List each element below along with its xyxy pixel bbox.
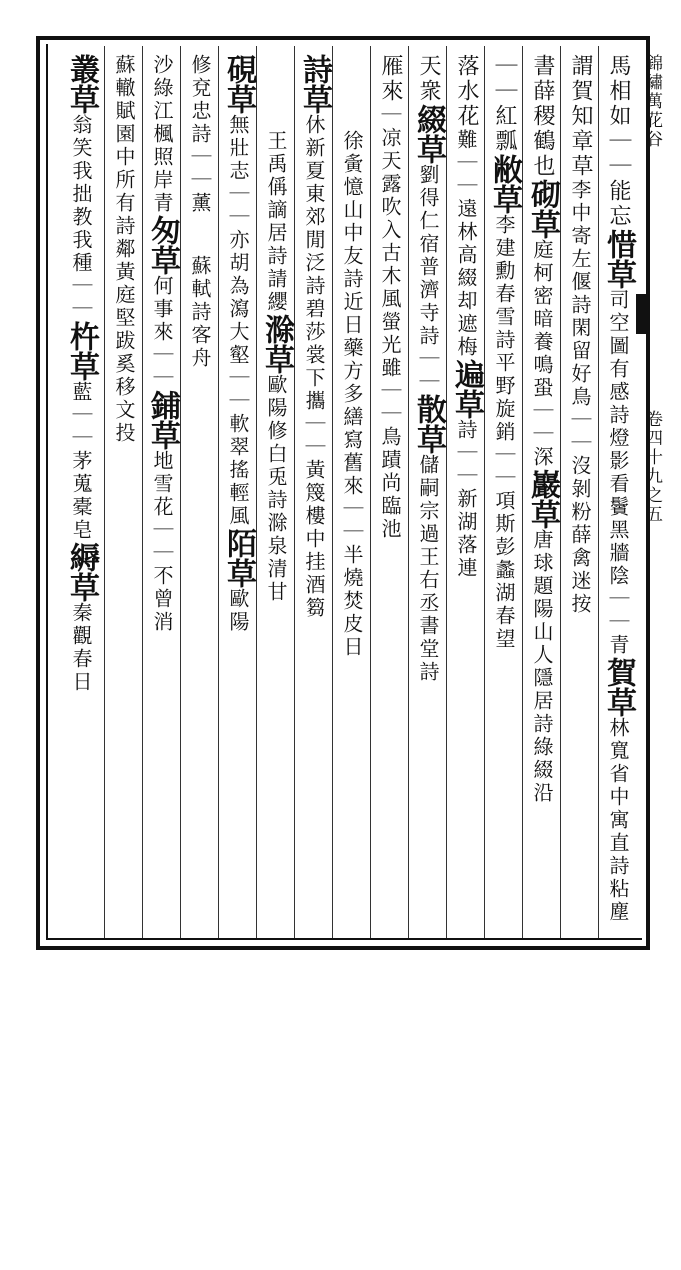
- entry-text: 儲嗣宗過王右丞書堂詩: [416, 454, 440, 684]
- text-column-15: [62, 54, 100, 934]
- entry-text: 黃庭堅跋奚移文投: [112, 261, 136, 445]
- text-column-7: [371, 54, 409, 934]
- text-column-4: [485, 54, 523, 934]
- text-column-6: [409, 54, 447, 934]
- entry-text: 翁笑我拙教我種｜｜: [69, 114, 93, 321]
- entry-text: 林寬省中寓直詩粘塵: [606, 717, 630, 924]
- text-column-10: [257, 54, 295, 934]
- text-column-8: [333, 54, 371, 934]
- fish-tail-mark: [636, 294, 650, 334]
- entry-heading: 詩草: [297, 54, 332, 114]
- entry-heading: 賀草: [601, 657, 636, 717]
- entry-heading: 叢草: [64, 54, 99, 114]
- entry-heading: 砌草: [525, 179, 560, 239]
- text-column-5: [447, 54, 485, 934]
- text-column-12: [181, 54, 219, 934]
- text-column-9: [295, 54, 333, 934]
- text-column-2: [561, 54, 599, 934]
- entry-text: 瀉大壑｜｜軟翠搖輕風: [226, 298, 250, 528]
- entry-text: 藍｜｜茅蒐橐皂: [69, 381, 93, 542]
- entry-text: 李建勳春雪詩平野旋銷｜｜: [492, 214, 516, 490]
- entry-text: 李中寄左偃詩閑留好鳥｜｜沒剝粉薛禽迷按: [568, 179, 592, 616]
- entry-text: 詩｜｜新湖落連: [454, 419, 478, 580]
- entry-text: 歐陽: [226, 588, 250, 634]
- entry-text: 庭柯密暗養鳴蛩｜｜深: [530, 239, 554, 469]
- entry-text: 何事來｜｜: [150, 275, 174, 390]
- entry-text: 休新夏東郊閒泛詩碧莎裳下攜｜｜黃篾樓中挂酒篘: [302, 114, 326, 620]
- entry-heading: 陌草: [221, 528, 256, 588]
- entry-heading: 惜草: [601, 229, 636, 289]
- entry-text: 難｜｜遠林高綴却遮梅: [454, 129, 478, 359]
- entry-heading: 巖草: [525, 469, 560, 529]
- entry-heading: 杵草: [64, 321, 99, 381]
- entry-heading: 遍草: [449, 359, 484, 419]
- entry-text: 王禹偁謫居詩請纓: [264, 130, 288, 314]
- book-title: 錦繡萬花谷: [642, 54, 662, 149]
- entry-text: ｜凉天露吹入古木風: [378, 104, 402, 311]
- column-text: 天衆: [416, 54, 441, 104]
- entry-text: 蘇軾詩客舟: [188, 255, 212, 370]
- volume-label: 卷四十九之五: [642, 410, 662, 524]
- entry-heading: 敝草: [487, 154, 522, 214]
- entry-text: 修兗忠詩｜｜薰: [188, 54, 212, 215]
- column-text: 馬相如｜｜能忘: [606, 54, 631, 229]
- entry-heading: 硯草: [221, 54, 256, 114]
- text-column-3: [523, 54, 561, 934]
- entry-text: 唐球題陽山人隱居詩綠綴沿: [530, 529, 554, 805]
- entry-text: 螢光雖｜｜鳥蹟尚臨池: [378, 311, 402, 541]
- entry-text: 徐夤憶山中友詩近日藥方多繕寫舊來｜｜半燒焚皮日: [340, 130, 364, 659]
- entry-text: 劉得仁宿普濟寺詩｜｜: [416, 164, 440, 394]
- column-text: 書薛稷鶴也: [530, 54, 555, 179]
- entry-text: 項斯彭蠡湖春望: [492, 490, 516, 651]
- entry-text: 秦觀春日: [69, 602, 93, 694]
- entry-heading: 散草: [411, 394, 446, 454]
- entry-text: 地雪花｜｜不曾消: [150, 450, 174, 634]
- column-text: 蘇轍賦園中所有詩鄰: [112, 54, 136, 261]
- column-text: ｜｜紅瓢: [492, 54, 517, 154]
- column-text: 沙綠江楓照岸青: [150, 54, 174, 215]
- entry-text: 無壯志｜｜亦胡為: [226, 114, 250, 298]
- margin-volume: [640, 410, 664, 1270]
- text-column-1: [599, 54, 637, 934]
- column-text: 謂賀知章草: [568, 54, 593, 179]
- entry-heading: 匆草: [145, 215, 180, 275]
- entry-text: 司空圖有感詩燈影看鬢黑牆陰｜｜青: [606, 289, 630, 657]
- text-column-14: [105, 54, 143, 934]
- text-column-13: [143, 54, 181, 934]
- column-text: 雁來: [378, 54, 403, 104]
- column-text: 落水花: [454, 54, 479, 129]
- entry-heading: 鋪草: [145, 390, 180, 450]
- entry-text: 歐陽修白兎詩滁泉清甘: [264, 374, 288, 604]
- entry-heading: 縟草: [64, 542, 99, 602]
- entry-heading: 綴草: [411, 104, 446, 164]
- text-column-11: [219, 54, 257, 934]
- entry-heading: 滁草: [259, 314, 294, 374]
